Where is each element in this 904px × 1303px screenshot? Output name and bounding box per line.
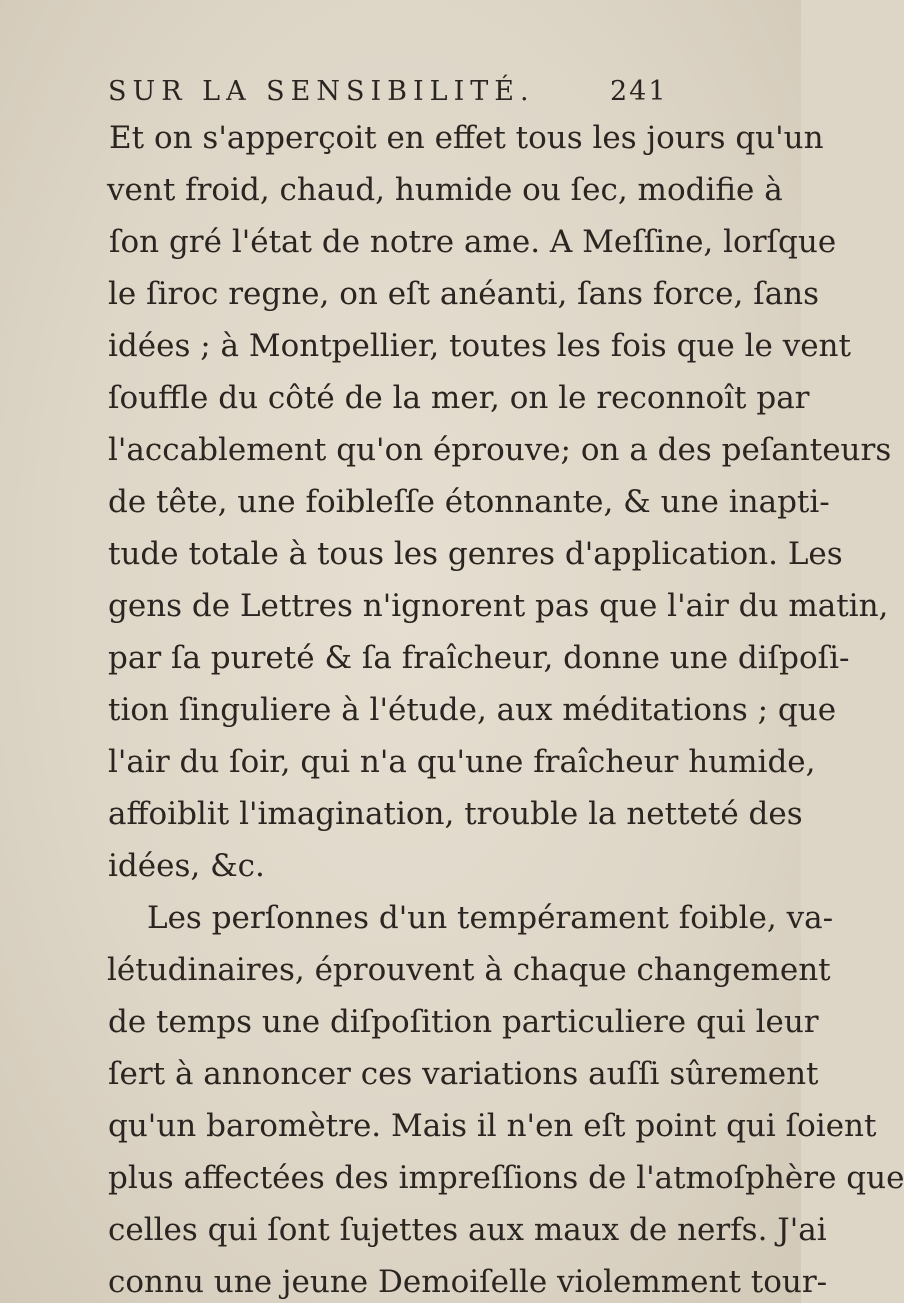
text-line: celles qui ſont ſujettes aux maux de nerfs. J'ai xyxy=(108,1212,827,1248)
text-line: gens de Lettres n'ignorent pas que l'air du matin, xyxy=(108,588,889,624)
text-line: ſon gré l'état de notre ame. A Meſſine, lorſque xyxy=(109,224,837,260)
text-line: Et on s'apperçoit en effet tous les jours qu'un xyxy=(109,120,824,156)
text-line: ſert à annoncer ces variations auſſi sûrement xyxy=(108,1056,819,1092)
text-line: l'accablement qu'on éprouve; on a des peſanteurs xyxy=(108,432,892,468)
text-line: l'air du ſoir, qui n'a qu'une fraîcheur humide, xyxy=(108,744,816,780)
text-line: tion ſinguliere à l'étude, aux méditations ; que xyxy=(108,692,837,728)
text-line: connu une jeune Demoiſelle violemment tour- xyxy=(108,1264,828,1300)
running-head xyxy=(108,76,708,116)
text-line: vent froid, chaud, humide ou ſec, modifie à xyxy=(107,172,783,208)
text-line: par ſa pureté & ſa fraîcheur, donne une diſpoſi- xyxy=(108,640,850,676)
text-line: tude totale à tous les genres d'application. Les xyxy=(108,536,843,572)
text-line: qu'un baromètre. Mais il n'en eſt point qui ſoient xyxy=(108,1108,877,1144)
text-line: de tête, une foibleſſe étonnante, & une inapti- xyxy=(108,484,830,520)
text-line: de temps une diſpoſition particuliere qui leur xyxy=(108,1004,819,1040)
running-head-title: SUR LA SENSIBILITÉ. xyxy=(108,76,535,107)
text-line: le ſiroc regne, on eſt anéanti, ſans force, ſans xyxy=(108,276,820,312)
text-line: idées ; à Montpellier, toutes les fois que le vent xyxy=(108,328,851,364)
text-line: ſouffle du côté de la mer, on le reconnoît par xyxy=(108,380,810,416)
text-line: affoiblit l'imagination, trouble la netteté des xyxy=(108,796,803,832)
text-line: idées, &c. xyxy=(108,848,265,884)
text-line: plus affectées des impreſſions de l'atmoſphère que xyxy=(108,1160,904,1196)
page-number: 241 xyxy=(610,76,668,107)
text-line: Les perſonnes d'un tempérament foible, va- xyxy=(147,900,834,936)
text-line: létudinaires, éprouvent à chaque changement xyxy=(107,952,831,988)
